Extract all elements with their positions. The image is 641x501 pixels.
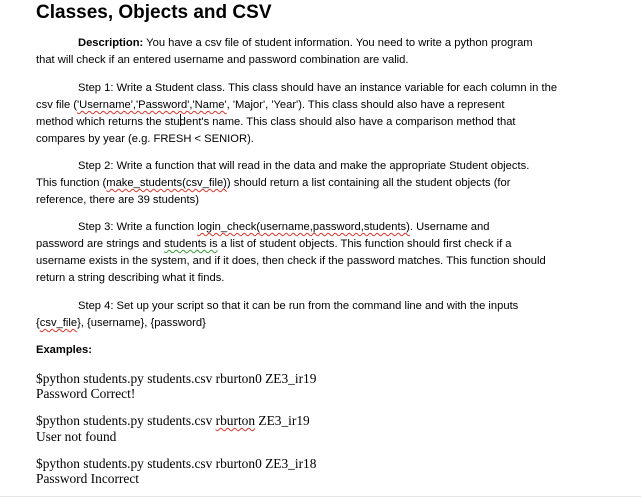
step-1-line-4: compares by year (e.g. FRESH < SENIOR). (36, 133, 254, 145)
step-2-paragraph (36, 158, 596, 209)
spellcheck-squiggle: csv_file (39, 317, 78, 329)
description-line-2: that will check if an entered username and password combination are valid. (36, 54, 409, 66)
step-1-line-1: Step 1: Write a Student class. This class should have an instance variable for each column in the (78, 82, 558, 94)
example-1-command: $python students.py students.csv rburton0 ZE3_ir19 (36, 371, 317, 386)
examples-heading: Examples: (36, 344, 92, 356)
spellcheck-squiggle: 'Username','Password','Name' (77, 99, 227, 111)
example-3-output: Password Incorrect (36, 471, 139, 486)
description-line-1: Description: You have a csv file of student information. You need to write a python program (78, 37, 533, 49)
step-3-line-2: password are strings and students is a list of student objects. This function should first check if a (36, 238, 512, 250)
spellcheck-squiggle: login_check(username,password,students) (197, 221, 410, 233)
example-3-command: $python students.py students.csv rburton0 ZE3_ir18 (36, 456, 317, 471)
bottom-divider (0, 496, 641, 497)
step-2-line-1: Step 2: Write a function that will read in the data and make the appropriate Student objects. (78, 160, 530, 172)
page-title: Classes, Objects and CSV (36, 2, 272, 23)
step-3-paragraph (36, 219, 596, 287)
step-4-line-2: {csv_file}, {username}, {password} (36, 317, 206, 329)
step-3-line-3: username exists in the system, and if it does, then check if the password matches. This function should (36, 255, 546, 267)
example-1-output: Password Correct! (36, 386, 136, 401)
step-3-line-1: Step 3: Write a function login_check(username,password,students). Username and (78, 221, 490, 233)
example-2-output: User not found (36, 429, 117, 444)
description-label: Description: (78, 37, 144, 49)
spellcheck-squiggle: rburton (215, 413, 256, 428)
step-1-paragraph (36, 80, 596, 148)
example-2-command: $python students.py students.csv rburton ZE3_ir19 (36, 413, 310, 428)
step-1-line-2: csv file ('Username','Password','Name', 'Major', 'Year'). This class should also have a represent (36, 99, 505, 111)
description-paragraph (36, 35, 596, 69)
step-4-paragraph (36, 298, 596, 332)
step-1-line-3: method which returns the student's name. This class should also have a comparison method that (36, 116, 516, 128)
step-4-line-1: Step 4: Set up your script so that it can be run from the command line and with the inputs (78, 300, 519, 312)
step-2-line-3: reference, there are 39 students) (36, 194, 199, 206)
grammar-squiggle: students is (164, 238, 218, 250)
step-2-line-2: This function (make_students(csv_file)) should return a list containing all the student objects (for (36, 177, 511, 189)
step-3-line-4: return a string describing what it finds. (36, 272, 225, 284)
spellcheck-squiggle: make_students(csv_file) (106, 177, 227, 189)
